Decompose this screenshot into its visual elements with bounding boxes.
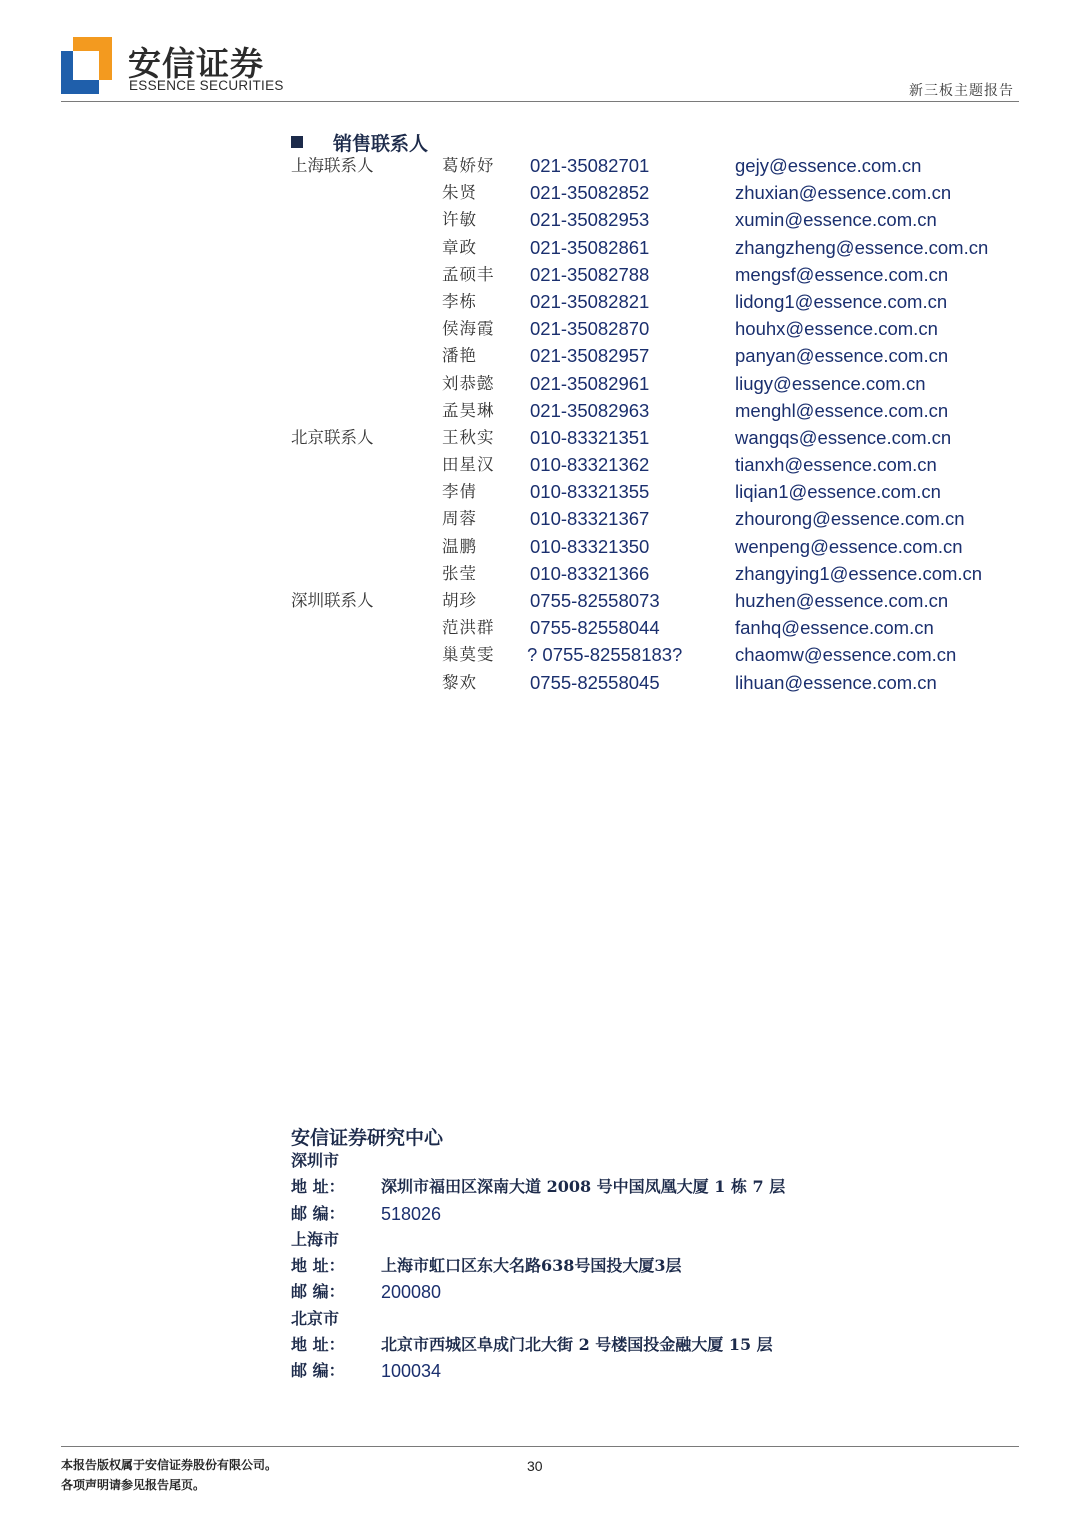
contact-row	[291, 614, 1021, 641]
contact-email[interactable]: xumin@essence.com.cn	[735, 209, 937, 231]
office-city: 北京市	[291, 1308, 340, 1328]
contact-phone: 021-35082957	[530, 345, 650, 367]
office-zip-row	[291, 1280, 991, 1306]
office-zip: 518026	[381, 1203, 442, 1224]
essence-logo-icon	[61, 37, 112, 94]
office-city-row	[291, 1149, 991, 1175]
contact-phone: 021-35082963	[530, 399, 650, 421]
contact-phone: 0755-82558045	[530, 671, 660, 693]
contact-name: 章政	[442, 237, 477, 257]
contact-phone: 021-35082788	[530, 263, 650, 285]
contact-name: 刘恭懿	[442, 373, 495, 393]
office-zip-row	[291, 1359, 991, 1385]
contact-phone: 021-35082701	[530, 155, 650, 176]
logo-chinese-name: 安信证券	[128, 44, 264, 83]
contact-row	[291, 342, 1021, 369]
research-center-offices	[291, 1149, 991, 1386]
contact-row	[291, 478, 1021, 505]
footer-divider	[61, 1446, 1019, 1447]
contact-row	[291, 587, 1021, 614]
contact-name: 张莹	[442, 563, 477, 583]
contact-email[interactable]: wenpeng@essence.com.cn	[735, 535, 963, 557]
research-center-title: 安信证券研究中心	[291, 1127, 444, 1149]
contact-email[interactable]: huzhen@essence.com.cn	[735, 590, 949, 611]
contact-email[interactable]: zhangzheng@essence.com.cn	[735, 236, 989, 258]
contact-name: 朱贤	[442, 183, 477, 203]
contact-name: 周蓉	[442, 509, 477, 529]
contact-row	[291, 397, 1021, 424]
contact-email[interactable]: mengsf@essence.com.cn	[735, 263, 949, 285]
contact-row	[291, 288, 1021, 315]
copyright-text: 本报告版权属于安信证券股份有限公司。	[61, 1458, 278, 1472]
contact-phone: 021-35082821	[530, 290, 650, 312]
contact-row	[291, 370, 1021, 397]
office-zip: 200080	[381, 1282, 442, 1303]
contact-name: 李倩	[442, 482, 477, 502]
contact-phone: 021-35082852	[530, 182, 650, 204]
contact-name: 王秋实	[442, 427, 495, 447]
contact-email[interactable]: gejy@essence.com.cn	[735, 155, 922, 176]
contact-name: 黎欢	[442, 672, 477, 692]
logo-english-name: ESSENCE SECURITIES	[129, 78, 284, 93]
contact-row	[291, 505, 1021, 532]
contact-phone: 010-83321351	[530, 426, 650, 448]
office-address: 北京市西城区阜成门北大街 2 号楼国投金融大厦 15 层	[381, 1335, 773, 1355]
zip-label: 邮 编：	[291, 1361, 345, 1381]
address-label: 地 址：	[291, 1177, 345, 1197]
contact-phone: 021-35082961	[530, 372, 650, 394]
contact-email[interactable]: panyan@essence.com.cn	[735, 345, 949, 367]
disclaimer-text: 各项声明请参见报告尾页。	[61, 1478, 206, 1492]
zip-label: 邮 编：	[291, 1203, 345, 1223]
contact-region: 深圳联系人	[291, 591, 374, 610]
contact-email[interactable]: zhangying1@essence.com.cn	[735, 562, 983, 584]
contact-email[interactable]: houhx@essence.com.cn	[735, 318, 938, 340]
contact-row	[291, 234, 1021, 261]
office-address-row	[291, 1175, 991, 1201]
contact-email[interactable]: lidong1@essence.com.cn	[735, 290, 948, 312]
office-zip-row	[291, 1202, 991, 1228]
contact-email[interactable]: fanhq@essence.com.cn	[735, 617, 934, 639]
office-address-row	[291, 1333, 991, 1359]
address-label: 地 址：	[291, 1335, 345, 1355]
office-address-row	[291, 1254, 991, 1280]
contact-row	[291, 451, 1021, 478]
contact-row	[291, 261, 1021, 288]
contact-phone: 010-83321366	[530, 562, 650, 584]
contact-email[interactable]: zhourong@essence.com.cn	[735, 508, 965, 530]
contact-email[interactable]: wangqs@essence.com.cn	[735, 426, 952, 448]
report-type-label: 新三板主题报告	[909, 83, 1014, 99]
contact-email[interactable]: zhuxian@essence.com.cn	[735, 182, 952, 204]
contact-row	[291, 315, 1021, 342]
footer-notice	[61, 1455, 277, 1495]
office-city-row	[291, 1228, 991, 1254]
contact-email[interactable]: lihuan@essence.com.cn	[735, 671, 937, 693]
contact-name: 侯海霞	[442, 319, 495, 339]
page-number: 30	[527, 1458, 543, 1474]
contact-row	[291, 641, 1021, 668]
contact-row	[291, 669, 1021, 696]
contact-email[interactable]: liqian1@essence.com.cn	[735, 481, 941, 503]
contact-phone: 0755-82558044	[530, 617, 660, 639]
contact-phone: 021-35082870	[530, 318, 650, 340]
office-zip: 100034	[381, 1361, 442, 1382]
contact-phone: 010-83321355	[530, 481, 650, 503]
contact-name: 孟硕丰	[442, 264, 495, 284]
contact-phone: 010-83321350	[530, 535, 650, 557]
contact-name: 许敏	[442, 210, 477, 230]
contact-name: 温鹏	[442, 536, 477, 556]
contact-name: 田星汉	[442, 455, 495, 475]
contact-phone: 0755-82558073	[530, 590, 660, 611]
zip-label: 邮 编：	[291, 1282, 345, 1302]
contact-phone: 010-83321362	[530, 454, 650, 476]
contact-name: 胡珍	[442, 591, 477, 610]
contact-email[interactable]: menghl@essence.com.cn	[735, 399, 949, 421]
office-city: 上海市	[291, 1229, 340, 1249]
contact-name: 孟昊琳	[442, 400, 495, 420]
office-address: 上海市虹口区东大名路638号国投大厦3层	[381, 1256, 682, 1276]
contact-region: 上海联系人	[291, 156, 374, 175]
contact-region: 北京联系人	[291, 427, 374, 447]
contact-phone: 021-35082953	[530, 209, 650, 231]
contact-name: 潘艳	[442, 346, 477, 366]
contact-phone: ? 0755-82558183?	[527, 644, 683, 666]
office-city-row	[291, 1307, 991, 1333]
contact-email[interactable]: liugy@essence.com.cn	[735, 372, 926, 394]
contact-row	[291, 179, 1021, 206]
contact-row	[291, 533, 1021, 560]
contact-email[interactable]: tianxh@essence.com.cn	[735, 454, 937, 476]
contact-row	[291, 152, 1021, 179]
contact-email[interactable]: chaomw@essence.com.cn	[735, 644, 957, 666]
office-address: 深圳市福田区深南大道 2008 号中国凤凰大厦 1 栋 7 层	[381, 1177, 786, 1197]
office-city: 深圳市	[291, 1151, 340, 1170]
contact-name: 李栋	[442, 291, 477, 311]
sales-title-text: 销售联系人	[333, 133, 429, 155]
contact-name: 葛娇妤	[442, 156, 495, 175]
square-bullet-icon	[291, 136, 303, 148]
contact-row	[291, 560, 1021, 587]
sales-contacts-table	[291, 152, 1021, 696]
contact-row	[291, 206, 1021, 233]
contact-name: 巢莫雯	[442, 645, 495, 665]
contact-name: 范洪群	[442, 618, 495, 638]
header-divider	[61, 101, 1019, 102]
address-label: 地 址：	[291, 1256, 345, 1276]
contact-row	[291, 424, 1021, 451]
contact-phone: 021-35082861	[530, 236, 650, 258]
contact-phone: 010-83321367	[530, 508, 650, 530]
